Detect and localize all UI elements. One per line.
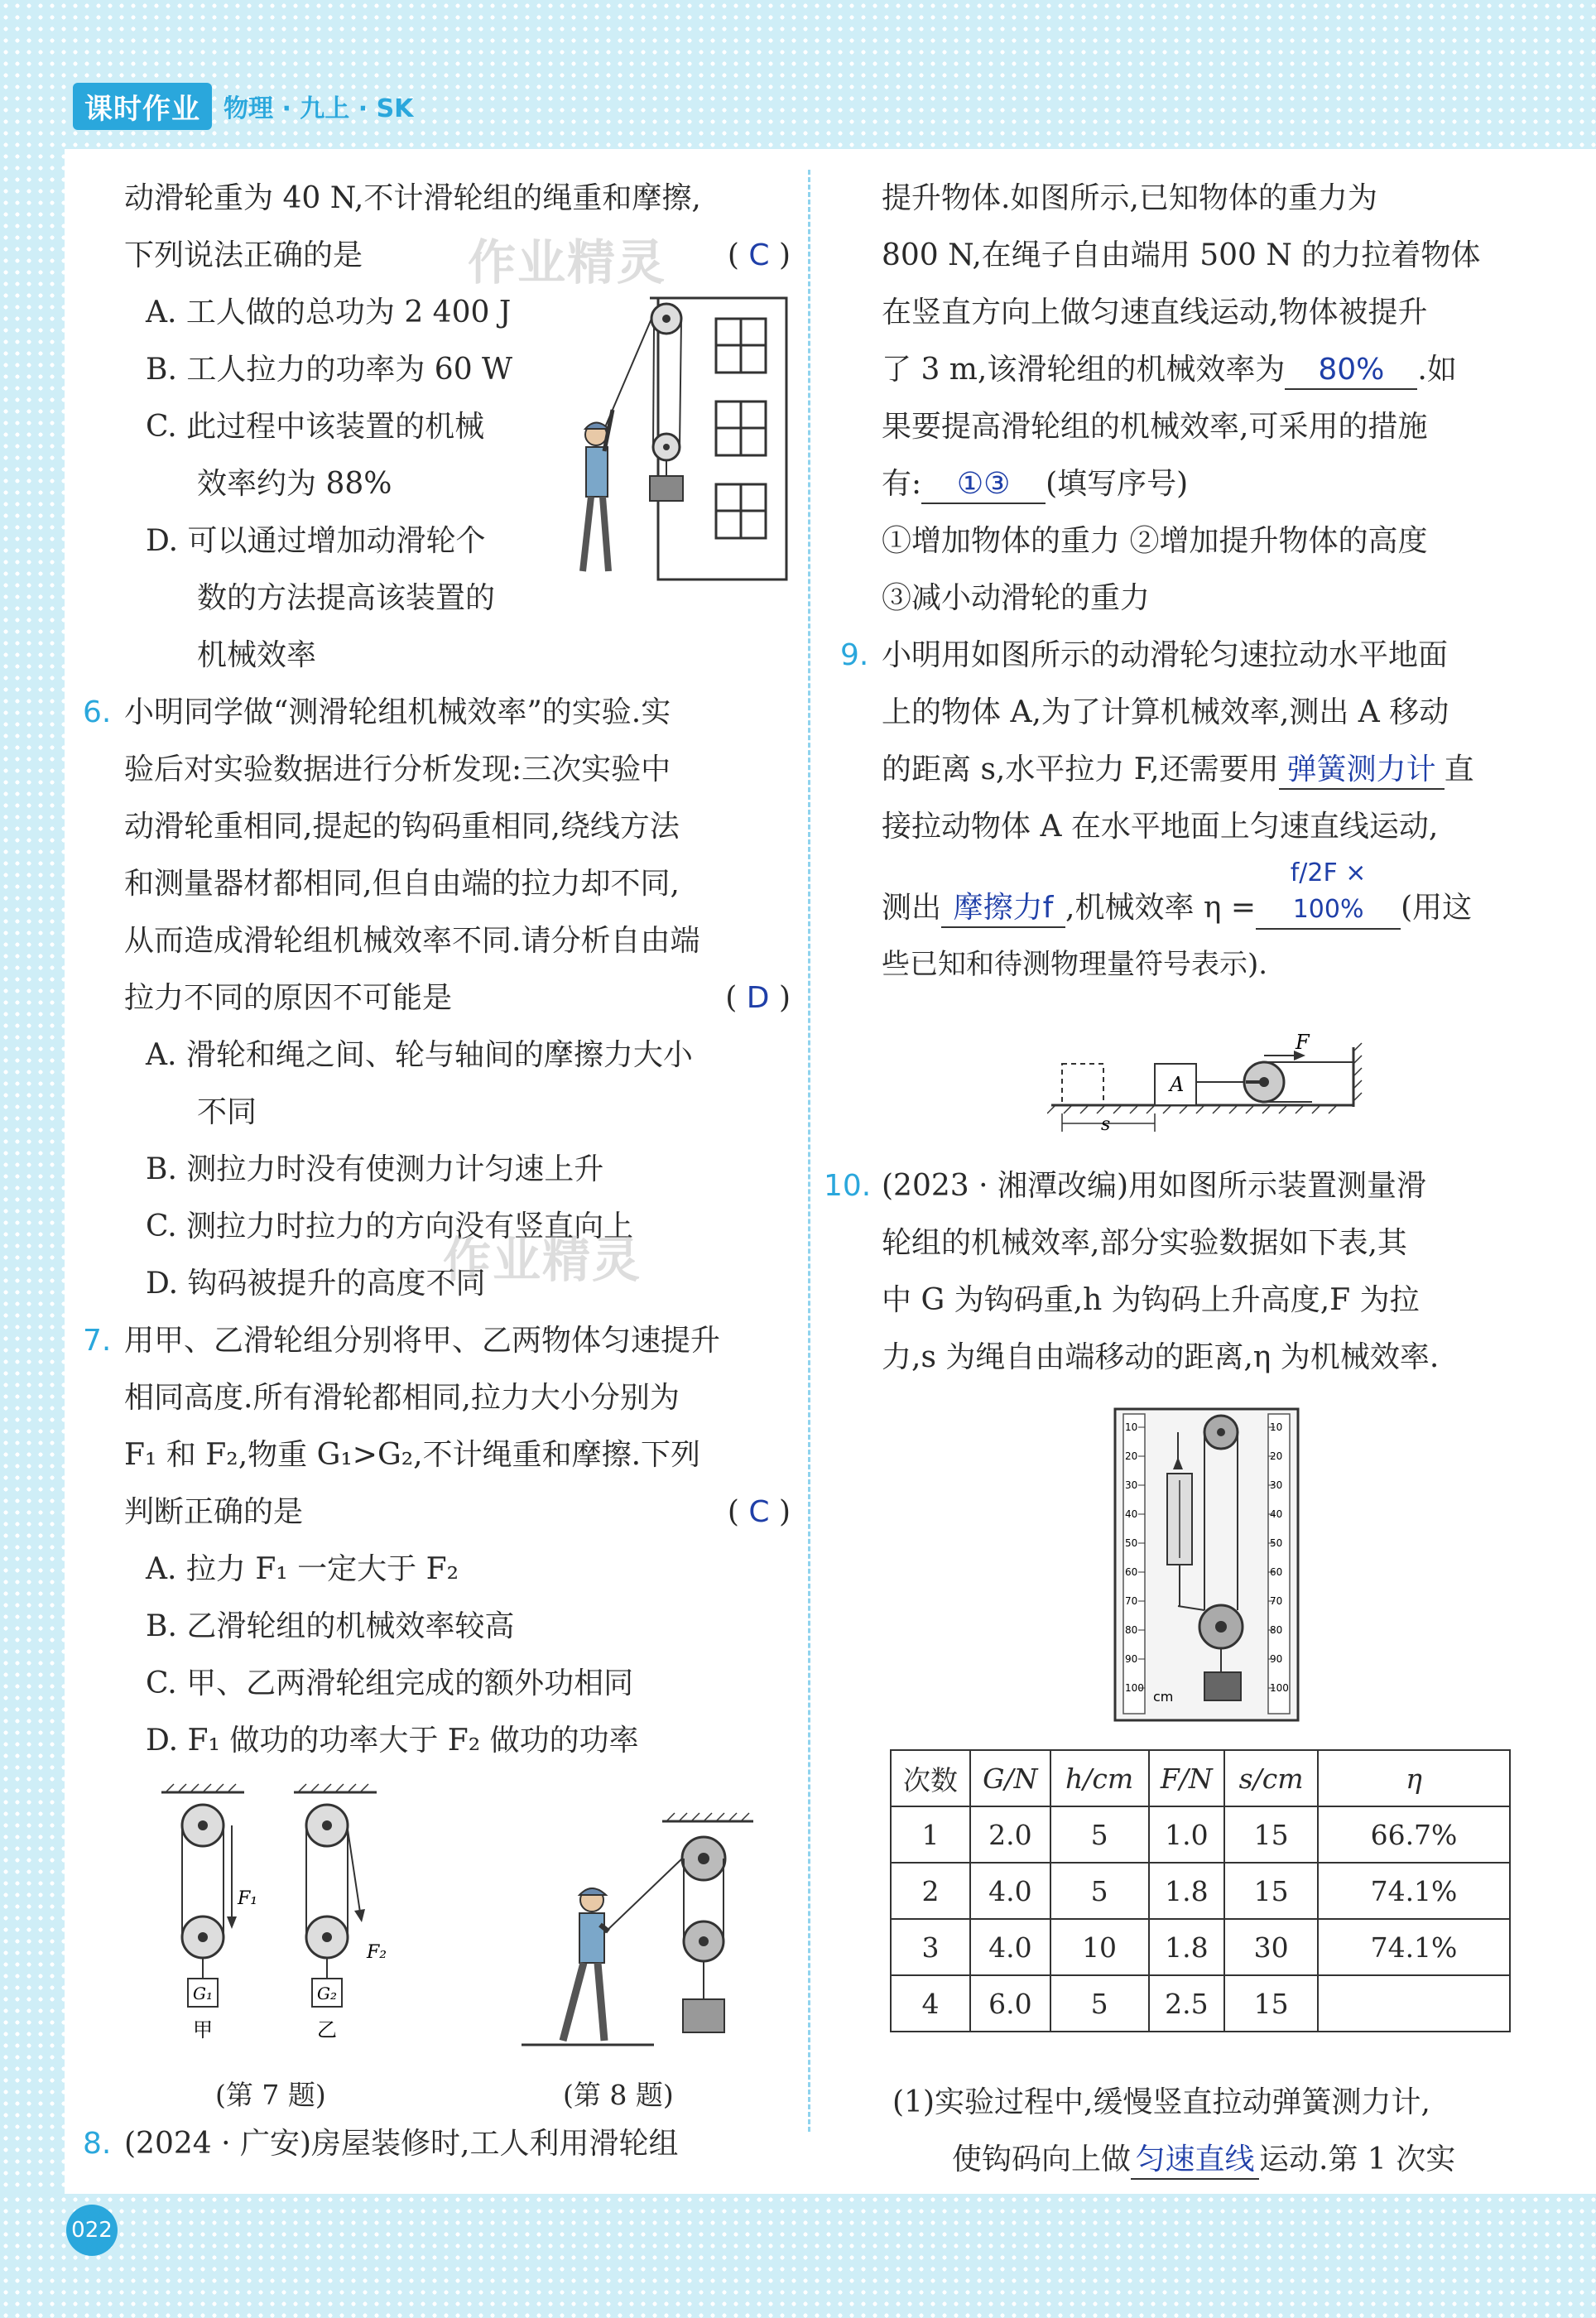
table-cell: 2.0 (970, 1806, 1050, 1863)
ruler-tick-label: 70 (1270, 1595, 1283, 1607)
q6-line: 动滑轮重相同,提起的钩码重相同,绕线方法 (124, 810, 680, 844)
force-f-label: F (1296, 1031, 1310, 1054)
jia-label: 甲 (193, 2018, 213, 2041)
q10-stem: 10. (2023 · 湘潭改编)用如图所示装置测量滑 (836, 1157, 1523, 1214)
q7-line: F₁ 和 F₂,物重 G₁>G₂,不计绳重和摩擦.下列 (124, 1438, 701, 1472)
table-header-row (891, 1750, 1510, 1806)
q5-line: 动滑轮重为 40 N,不计滑轮组的绳重和摩擦, (124, 181, 701, 215)
table-cell: 2 (891, 1863, 970, 1919)
table-cell: 15 (1224, 1975, 1318, 2032)
q7-line: 相同高度.所有滑轮都相同,拉力大小分别为 (124, 1381, 680, 1415)
q8-line: 在竖直方向上做匀速直线运动,物体被提升 (882, 296, 1428, 329)
table-cell: 66.7% (1318, 1806, 1510, 1863)
q7-option-b: B. 乙滑轮组的机械效率较高 (146, 1609, 515, 1643)
q7-option-c: C. 甲、乙两滑轮组完成的额外功相同 (146, 1666, 634, 1700)
q9-line: 上的物体 A,为了计算机械效率,测出 A 移动 (882, 695, 1449, 729)
q10-block (824, 1157, 1523, 1386)
q7-answer-paren: ( C ) (727, 1495, 791, 1529)
f1-label: F₁ (238, 1888, 258, 1909)
ruler-tick-label: 90 (1125, 1653, 1138, 1665)
frame-bottom (0, 2194, 1596, 2318)
ruler-tick-label: 100 (1125, 1682, 1144, 1694)
table-cell: 1.8 (1149, 1919, 1225, 1975)
table-cell: 4 (891, 1975, 970, 2032)
q6-option-a-cont: 不同 (197, 1095, 257, 1129)
table-header: 次数 (891, 1750, 970, 1806)
ruler-tick-label: 60 (1125, 1566, 1138, 1578)
q9-line: 的距离 s,水平拉力 F,还需要用 弹簧测力计 直 (836, 741, 1523, 798)
table-row (891, 1919, 1510, 1975)
table-cell: 10 (1050, 1919, 1149, 1975)
q6-line: 和测量器材都相同,但自由端的拉力却不同, (124, 867, 680, 901)
column-divider (808, 170, 810, 2132)
q8-options: ①增加物体的重力 ②增加提升物体的高度 (882, 524, 1428, 558)
q8-measure-answer: ①③ (921, 466, 1046, 504)
q5-option-c: C. 此过程中该装置的机械 (146, 410, 485, 444)
q6-answer-paren: ( D ) (725, 981, 791, 1015)
ruler-tick-label: 20 (1125, 1450, 1138, 1462)
table-cell: 1.8 (1149, 1863, 1225, 1919)
q10-sub1-line: 使钩码向上做 匀速直线 运动.第 1 次实 (892, 2131, 1538, 2188)
q8-efficiency-answer: 80% (1285, 352, 1417, 390)
table-header: h/cm (1050, 1750, 1149, 1806)
q6-answer: D (746, 981, 770, 1015)
q8-number: 8. (83, 2127, 112, 2161)
q7-line: 判断正确的是 ( C ) (124, 1484, 791, 1541)
table-cell: 3 (891, 1919, 970, 1975)
ruler-tick-label: 10 (1125, 1421, 1138, 1433)
table-cell: 74.1% (1318, 1919, 1510, 1975)
q8-line: 有: ①③ (填写序号) (836, 455, 1523, 512)
q6-line: 验后对实验数据进行分析发现:三次实验中 (124, 753, 671, 786)
table-cell: 1.0 (1149, 1806, 1225, 1863)
q5-stem: 下列说法正确的是 ( C ) (124, 227, 791, 284)
q9-line: 接拉动物体 A 在水平地面上匀速直线运动, (882, 810, 1439, 844)
q5-answer: C (748, 238, 770, 272)
ruler-tick-label: 50 (1125, 1537, 1138, 1549)
g2-label: G₂ (317, 1984, 337, 2003)
table-cell: 5 (1050, 1863, 1149, 1919)
frame-left (0, 0, 65, 2318)
table-cell: 15 (1224, 1863, 1318, 1919)
distance-s-label: s (1101, 1114, 1111, 1135)
q10-line: 力,s 为绳自由端移动的距离,η 为机械效率. (882, 1340, 1440, 1374)
table-cell: 30 (1224, 1919, 1318, 1975)
q8-line: 提升物体.如图所示,已知物体的重力为 (882, 181, 1377, 215)
q10-line: 轮组的机械效率,部分实验数据如下表,其 (882, 1226, 1407, 1260)
table-cell: 5 (1050, 1806, 1149, 1863)
q8-options: ③减小动滑轮的重力 (882, 581, 1151, 615)
block-a-label: A (1170, 1073, 1185, 1096)
table-cell (1318, 1975, 1510, 2032)
q6-line: 拉力不同的原因不可能是 ( D ) (124, 969, 791, 1027)
q6-option-c: C. 测拉力时拉力的方向没有竖直向上 (146, 1209, 634, 1243)
ruler-tick-label: 30 (1270, 1479, 1283, 1491)
q10-line: 中 G 为钩码重,h 为钩码上升高度,F 为拉 (882, 1283, 1420, 1317)
q8-line: 了 3 m,该滑轮组的机械效率为 80% .如 (836, 341, 1523, 398)
table-header: G/N (970, 1750, 1050, 1806)
page-number: 022 (66, 2205, 118, 2256)
q5-figure (563, 294, 791, 588)
ruler-tick-label: 90 (1270, 1653, 1283, 1665)
q9-formula-answer: f/2F × 100% (1256, 855, 1401, 930)
q7-option-d: D. F₁ 做功的功率大于 F₂ 做功的功率 (146, 1724, 639, 1758)
ruler-tick-label: 10 (1270, 1421, 1283, 1433)
q5-option-c-cont: 效率约为 88% (197, 467, 392, 501)
q6-option-d: D. 钩码被提升的高度不同 (146, 1267, 486, 1301)
ruler-tick-label: 50 (1270, 1537, 1283, 1549)
q7-figure (153, 1780, 393, 2066)
q10-number: 10. (824, 1169, 872, 1203)
q6-option-a: A. 滑轮和绳之间、轮与轴间的摩擦力大小 (146, 1038, 693, 1072)
q5-option-d-cont2: 机械效率 (197, 638, 317, 672)
q7-stem: 7. 用甲、乙滑轮组分别将甲、乙两物体匀速提升 (124, 1312, 791, 1369)
right-column (836, 170, 1523, 993)
header (73, 84, 413, 127)
q9-quantity-answer: 摩擦力f (941, 890, 1065, 928)
q10-sub1 (892, 2074, 1538, 2188)
q10-motion-answer: 匀速直线 (1131, 2142, 1259, 2180)
caption-q7: (第 7 题) (215, 2079, 326, 2111)
ruler-tick-label: 80 (1125, 1624, 1138, 1636)
ruler-tick-label: 70 (1125, 1595, 1138, 1607)
table-cell: 4.0 (970, 1919, 1050, 1975)
ruler-tick-label: 60 (1270, 1566, 1283, 1578)
caption-q8: (第 8 题) (563, 2079, 674, 2111)
q9-line: 些已知和待测物理量符号表示). (882, 948, 1268, 981)
q9-line: 测出 摩擦力f ,机械效率 η =f/2F × 100% (用这 (836, 855, 1523, 936)
q5-answer-paren: ( C ) (727, 238, 791, 272)
q7-number: 7. (83, 1324, 112, 1358)
yi-label: 乙 (317, 2018, 337, 2041)
q6-stem: 6. 小明同学做“测滑轮组机械效率”的实验.实 (124, 684, 791, 741)
table-header: F/N (1149, 1750, 1225, 1806)
q8-line: 果要提高滑轮组的机械效率,可采用的措施 (882, 410, 1428, 444)
watermark: 作业精灵 (443, 1232, 642, 1288)
q6-line: 从而造成滑轮组机械效率不同.请分析自由端 (124, 924, 700, 958)
q9-number: 9. (840, 638, 869, 672)
book-logo: 课时作业 (73, 83, 212, 130)
ruler-tick-label: 100 (1270, 1682, 1289, 1694)
table-cell: 2.5 (1149, 1975, 1225, 2032)
q9-figure (1047, 1031, 1370, 1138)
q5-option-d: D. 可以通过增加动滑轮个 (146, 524, 486, 558)
table-cell: 6.0 (970, 1975, 1050, 2032)
q9-stem: 9. 小明用如图所示的动滑轮匀速拉动水平地面 (836, 627, 1523, 684)
q7-option-a: A. 拉力 F₁ 一定大于 F₂ (146, 1552, 459, 1586)
q6-number: 6. (83, 695, 112, 729)
q5-option-d-cont: 数的方法提高该装置的 (197, 581, 496, 615)
table-cell: 15 (1224, 1806, 1318, 1863)
q9-tool-answer: 弹簧测力计 (1279, 752, 1445, 790)
table-header: s/cm (1224, 1750, 1318, 1806)
table-cell: 1 (891, 1806, 970, 1863)
ruler-tick-label: 40 (1270, 1508, 1283, 1520)
table-row (891, 1975, 1510, 2032)
table-cell: 4.0 (970, 1863, 1050, 1919)
book-subtitle: 物理 · 九上 · SK (224, 94, 414, 123)
ruler-tick-label: 80 (1270, 1624, 1283, 1636)
table-row (891, 1863, 1510, 1919)
watermark: 作业精灵 (468, 234, 667, 291)
q5-option-a: A. 工人做的总功为 2 400 J (146, 296, 512, 329)
ruler-tick-label: 30 (1125, 1479, 1138, 1491)
f2-label: F₂ (367, 1942, 387, 1963)
q7-answer: C (748, 1495, 770, 1529)
ruler-tick-label: 20 (1270, 1450, 1283, 1462)
table-header: η (1318, 1750, 1510, 1806)
q8-start: 8. (2024 · 广安)房屋装修时,工人利用滑轮组 (124, 2115, 791, 2172)
q8-figure (513, 1809, 762, 2057)
unit-cm-label: cm (1153, 1689, 1174, 1705)
ruler-tick-label: 40 (1125, 1508, 1138, 1520)
table-row (891, 1806, 1510, 1863)
table-cell: 5 (1050, 1975, 1149, 2032)
q10-figure (1113, 1407, 1300, 1722)
g1-label: G₁ (193, 1984, 213, 2003)
q8-line: 800 N,在绳子自由端用 500 N 的力拉着物体 (882, 238, 1481, 272)
q6-option-b: B. 测拉力时没有使测力计匀速上升 (146, 1152, 604, 1186)
q10-data-table (890, 1749, 1511, 2032)
q10-sub1-line: (1)实验过程中,缓慢竖直拉动弹簧测力计, (892, 2085, 1430, 2119)
table-cell: 74.1% (1318, 1863, 1510, 1919)
q5-option-b: B. 工人拉力的功率为 60 W (146, 353, 513, 387)
